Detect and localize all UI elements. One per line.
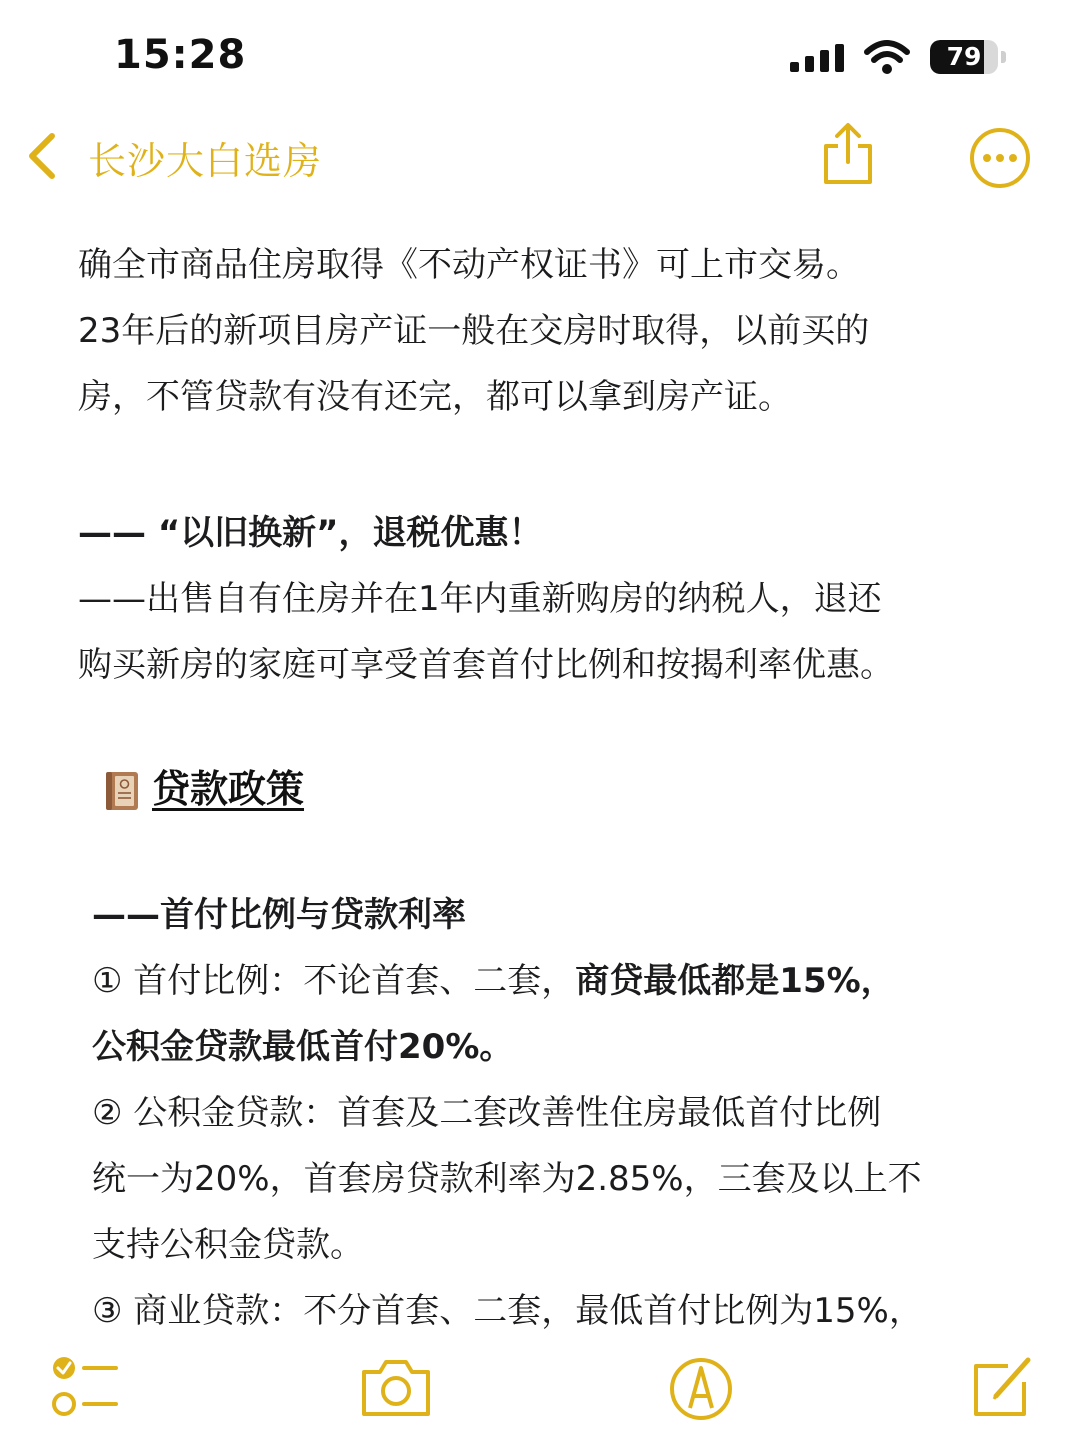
sub-heading: ——首付比例与贷款利率 xyxy=(92,895,466,935)
more-icon[interactable] xyxy=(968,126,1032,190)
share-icon[interactable] xyxy=(818,122,878,186)
battery-indicator xyxy=(930,40,1010,76)
intro-line: 23年后的新项目房产证一般在交房时取得，以前买的 xyxy=(78,311,870,351)
battery-level: 79 xyxy=(946,42,982,71)
trade-in-line: ——出售自有住房并在1年内重新购房的纳税人，退还 xyxy=(78,579,882,619)
intro-line: 确全市商品住房取得《不动产权证书》可上市交易。 xyxy=(78,245,860,285)
trade-in-heading: —— “以旧换新”，退税优惠！ xyxy=(78,513,543,553)
trade-in-paragraph xyxy=(78,500,978,698)
ledger-book-icon xyxy=(104,770,140,812)
item-2-line: 支持公积金贷款。 xyxy=(92,1225,364,1265)
item-3-line: ③ 商业贷款：不分首套、二套，最低首付比例为15%， xyxy=(92,1291,923,1331)
item-1-bold: 商贷最低都是15%， xyxy=(575,961,895,1001)
status-bar xyxy=(0,0,1080,110)
nav-bar xyxy=(0,112,1080,202)
note-body[interactable] xyxy=(0,230,1080,1340)
status-time: 15:28 xyxy=(114,32,247,78)
item-1-bold-line: 公积金贷款最低首付20%。 xyxy=(92,1027,514,1067)
item-2-line: 统一为20%，首套房贷款利率为2.85%，三套及以上不 xyxy=(92,1159,922,1199)
markup-pen-icon[interactable] xyxy=(668,1352,734,1422)
compose-icon[interactable] xyxy=(970,1352,1036,1422)
item-1-line xyxy=(92,948,992,1014)
battery-cap xyxy=(1001,51,1006,63)
item-2-line: ② 公积金贷款：首套及二套改善性住房最低首付比例 xyxy=(92,1093,882,1133)
trade-in-line: 购买新房的家庭可享受首套首付比例和按揭利率优惠。 xyxy=(78,645,894,685)
battery-icon xyxy=(930,40,998,74)
checklist-icon[interactable] xyxy=(50,1352,120,1422)
bottom-toolbar xyxy=(0,1346,1080,1440)
back-button[interactable]: 长沙大白选房 xyxy=(88,139,323,183)
intro-paragraph xyxy=(78,232,978,430)
chevron-left-icon[interactable] xyxy=(22,130,62,182)
section-label: 贷款政策 xyxy=(152,767,305,811)
cellular-signal-icon xyxy=(790,44,846,72)
wifi-icon xyxy=(864,40,910,74)
item-1-text: ① 首付比例：不论首套、二套， xyxy=(92,961,576,1001)
loan-policy-paragraph xyxy=(92,882,992,1340)
intro-line: 房，不管贷款有没有还完，都可以拿到房产证。 xyxy=(78,377,792,417)
camera-icon[interactable] xyxy=(358,1352,434,1422)
